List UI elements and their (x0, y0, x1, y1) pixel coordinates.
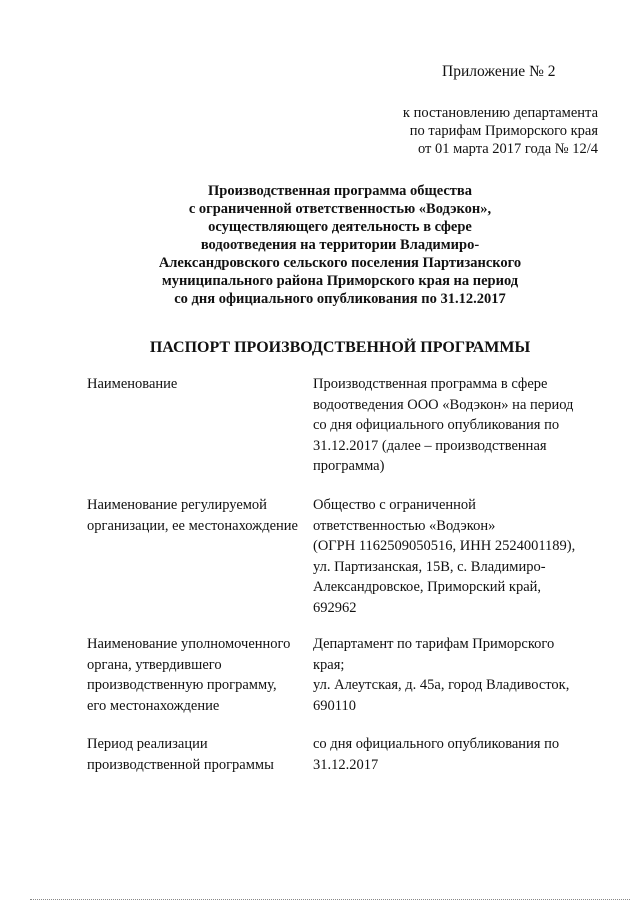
row-value (313, 734, 608, 775)
row-value-line: водоотведения ООО «Водэкон» на период (313, 396, 574, 413)
row-label (87, 634, 312, 716)
row-label-line: Наименование (87, 376, 178, 392)
row-value-line: со дня официального опубликования по (313, 417, 560, 433)
row-value-line: Производственная программа в сфере (313, 376, 548, 392)
row-value-line: ул. Партизанская, 15В, с. Владимиро- (313, 558, 546, 575)
appendix-reference-line: по тарифам Приморского края (409, 123, 598, 139)
row-value-line: (ОГРН 1162509050516, ИНН 2524001189), (313, 538, 576, 554)
row-label-line: организации, ее местонахождение (87, 517, 298, 534)
row-label-line: Наименование регулируемой (87, 497, 267, 513)
passport-title: ПАСПОРТ ПРОИЗВОДСТВЕННОЙ ПРОГРАММЫ (149, 339, 531, 356)
row-label (87, 495, 312, 536)
heading-line: со дня официального опубликования по 31.12.2017 (174, 291, 506, 307)
row-value-line: ул. Алеутская, д. 45а, город Владивосток, (313, 677, 570, 693)
row-value-line: 31.12.2017 (313, 756, 379, 773)
row-value-line: Департамент по тарифам Приморского (313, 636, 555, 652)
heading-line: с ограниченной ответственностью «Водэкон», (188, 201, 492, 217)
heading-line: осуществляющего деятельность в сфере (208, 219, 472, 235)
row-label-line: Период реализации (87, 736, 208, 752)
row-value-line: программа) (313, 458, 385, 474)
scan-edge-divider (30, 899, 630, 901)
row-label-line: Наименование уполномоченного (87, 636, 291, 652)
row-value-line: 692962 (313, 599, 357, 616)
row-value-line: Александровское, Приморский край, (313, 579, 542, 595)
heading-line: Александровского сельского поселения Партизанского (158, 255, 522, 271)
heading-line: муниципального района Приморского края на период (161, 273, 519, 289)
row-label (87, 734, 312, 775)
row-label-line: производственную программу, (87, 677, 277, 693)
heading-line: водоотведения на территории Владимиро- (200, 237, 480, 253)
appendix-reference (403, 104, 598, 158)
row-value-line: ответственностью «Водэкон» (313, 517, 496, 534)
row-value-line: 31.12.2017 (далее – производственная (313, 437, 547, 454)
heading-line: Производственная программа общества (207, 183, 473, 199)
row-label-line: его местонахождение (87, 697, 220, 714)
row-label-line: производственной программы (87, 756, 274, 773)
row-value-line: со дня официального опубликования по (313, 736, 560, 752)
row-value-line: Общество с ограниченной (313, 497, 476, 513)
document-heading (120, 182, 560, 308)
row-value-line: 690110 (313, 697, 356, 714)
appendix-reference-line: от 01 марта 2017 года № 12/4 (417, 141, 598, 157)
row-label (87, 374, 312, 395)
row-value (313, 634, 608, 716)
appendix-reference-line: к постановлению департамента (402, 105, 598, 121)
row-value (313, 495, 608, 618)
row-label-line: органа, утвердившего (87, 656, 222, 673)
appendix-title: Приложение № 2 (442, 63, 556, 80)
row-value-line: края; (313, 656, 345, 673)
row-value (313, 374, 608, 477)
